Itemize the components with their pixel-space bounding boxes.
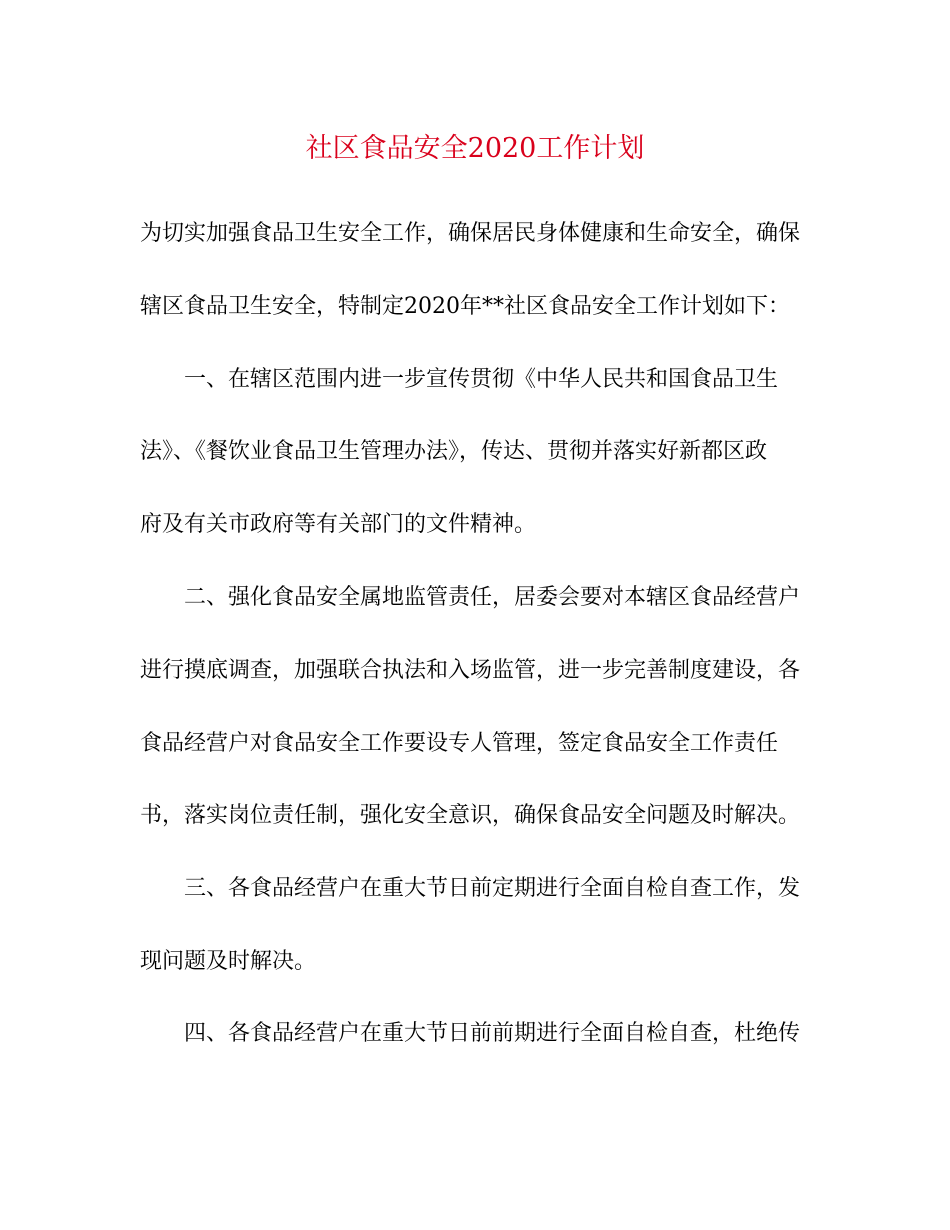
body-line: 现问题及时解决。 — [140, 949, 317, 974]
body-line: 府及有关市政府等有关部门的文件精神。 — [140, 512, 537, 537]
document-title: 社区食品安全2020工作计划 — [305, 133, 645, 164]
body-line: 法》、《餐饮业食品卫生管理办法》，传达、贯彻并落实好新都区政 — [140, 439, 768, 464]
body-line: 为切实加强食品卫生安全工作，确保居民身体健康和生命安全，确保 — [140, 221, 801, 246]
body-line: 二、强化食品安全属地监管责任，居委会要对本辖区食品经营户 — [140, 585, 801, 610]
body-line: 进行摸底调查，加强联合执法和入场监管，进一步完善制度建设，各 — [140, 658, 801, 683]
body-line: 食品经营户对食品安全工作要设专人管理，签定食品安全工作责任 — [140, 731, 779, 756]
body-line: 书，落实岗位责任制，强化安全意识，确保食品安全问题及时解决。 — [140, 803, 801, 828]
body-line: 四、各食品经营户在重大节日前前期进行全面自检自查，杜绝传 — [140, 1021, 801, 1046]
body-line: 一、在辖区范围内进一步宣传贯彻《中华人民共和国食品卫生 — [140, 367, 779, 392]
body-line: 辖区食品卫生安全，特制定2020年**社区食品安全工作计划如下： — [140, 294, 790, 319]
body-line: 三、各食品经营户在重大节日前定期进行全面自检自查工作，发 — [140, 876, 801, 901]
